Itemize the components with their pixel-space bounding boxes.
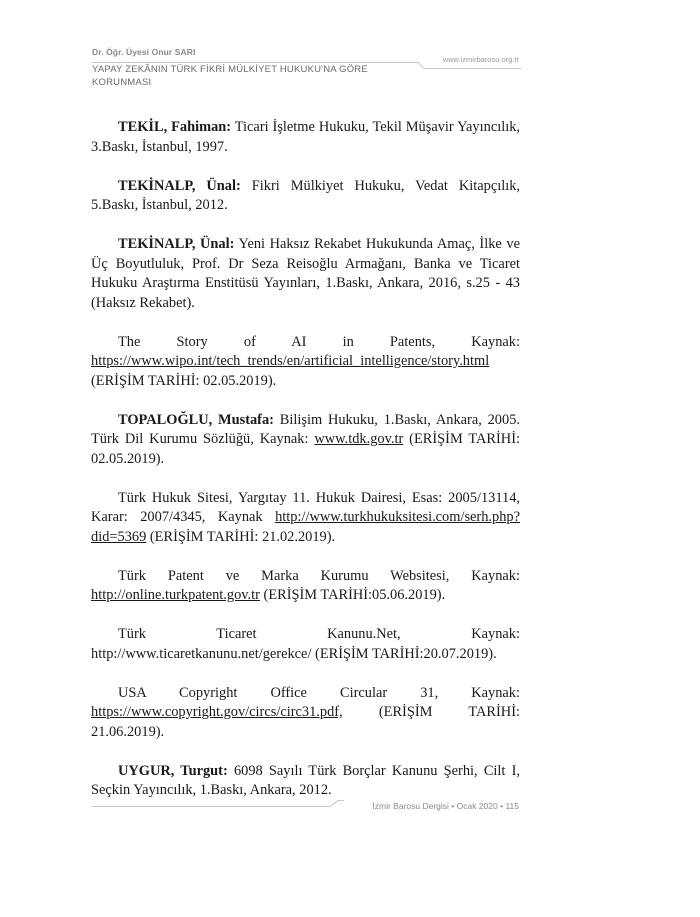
reference-text: Ticari İşletme Hukuku, Tekil Müşavir Yayıncılık, 3.Baskı, İstanbul, 1997. bbox=[91, 119, 520, 155]
reference-text: Bilişim Hukuku, 1.Baskı, Ankara, 2005. Türk Dil Kurumu Sözlüğü, Kaynak: bbox=[91, 411, 520, 447]
reference-text: Türk Patent ve Marka Kurumu Websitesi, Kaynak: bbox=[118, 567, 520, 584]
reference-text: Fikri Mülkiyet Hukuku, Vedat Kitapçılık, 5.Baskı, İstanbul, 2012. bbox=[91, 177, 521, 213]
reference-link[interactable]: http://online.turkpatent.gov.tr bbox=[91, 587, 260, 603]
reference-text: Türk Hukuk Sitesi, Yargıtay 11. Hukuk Dairesi, Esas: 2005/13114, Karar: 2007/4345, Kaynak bbox=[91, 489, 520, 525]
reference-link[interactable]: http://www.turkhukuksitesi.com/serh.php?did=5369 bbox=[91, 509, 520, 545]
header-url: www.izmirbarosu.org.tr bbox=[442, 55, 519, 64]
footer bbox=[372, 801, 519, 811]
reference-text: USA Copyright Office Circular 31, Kaynak: bbox=[118, 684, 520, 701]
page-number: 115 bbox=[505, 801, 519, 811]
reference-author: TOPALOĞLU, Mustafa: bbox=[118, 411, 274, 428]
reference-access-date: (ERİŞİM TARİHİ: 02.05.2019). bbox=[91, 372, 277, 389]
reference-text: The Story of AI in Patents, Kaynak: bbox=[118, 333, 520, 350]
reference-access-date: (ERİŞİM TARİHİ: 21.06.2019). bbox=[91, 704, 520, 740]
header-article-title: YAPAY ZEKÂNIN TÜRK FİKRİ MÜLKİYET HUKUKU'NA GÖRE KORUNMASI bbox=[92, 64, 368, 88]
reference-author: TEKİNALP, Ünal: bbox=[118, 177, 241, 194]
reference-link[interactable]: www.tdk.gov.tr bbox=[314, 431, 404, 447]
reference-author: TEKİL, Fahiman: bbox=[118, 119, 232, 135]
reference-text: Türk Ticaret Kanunu.Net, Kaynak: http://www.ticaretkanunu.net/gerekce/ (ERİŞİM TARİHİ:20.07.2019). bbox=[91, 626, 520, 662]
reference-link[interactable]: https://www.wipo.int/tech_trends/en/artificial_intelligence/story.html bbox=[91, 353, 490, 369]
footer-journal: İzmir Barosu Dergisi • Ocak 2020 • bbox=[372, 801, 504, 811]
reference-author: TEKİNALP, Ünal: bbox=[118, 236, 235, 252]
reference-text: 6098 Sayılı Türk Borçlar Kanunu Şerhi, Cilt I, Seçkin Yayıncılık, 1.Baskı, Ankara, 2012. bbox=[91, 762, 520, 798]
reference-author: UYGUR, Turgut: bbox=[118, 762, 228, 779]
reference-access-date: (ERİŞİM TARİHİ: 02.05.2019). bbox=[91, 431, 520, 467]
reference-access-date: (ERİŞİM TARİHİ:05.06.2019). bbox=[259, 587, 446, 603]
reference-link[interactable]: https://www.copyright.gov/circs/circ31.pdf, bbox=[91, 704, 343, 720]
header-author: Dr. Öğr. Üyesi Onur SARI bbox=[92, 47, 196, 57]
reference-text: Yeni Haksız Rekabet Hukukunda Amaç, İlke ve Üç Boyutluluk, Prof. Dr Seza Reisoğlu Armağanı, Banka ve Ticaret Hukuku Araştırma Enstitüsü Yayınları, 1.Baskı, Ankara, 2016, s.25 - 43 (Haksız Rekabet). bbox=[91, 236, 520, 311]
reference-access-date: (ERİŞİM TARİHİ: 21.02.2019). bbox=[146, 528, 336, 545]
